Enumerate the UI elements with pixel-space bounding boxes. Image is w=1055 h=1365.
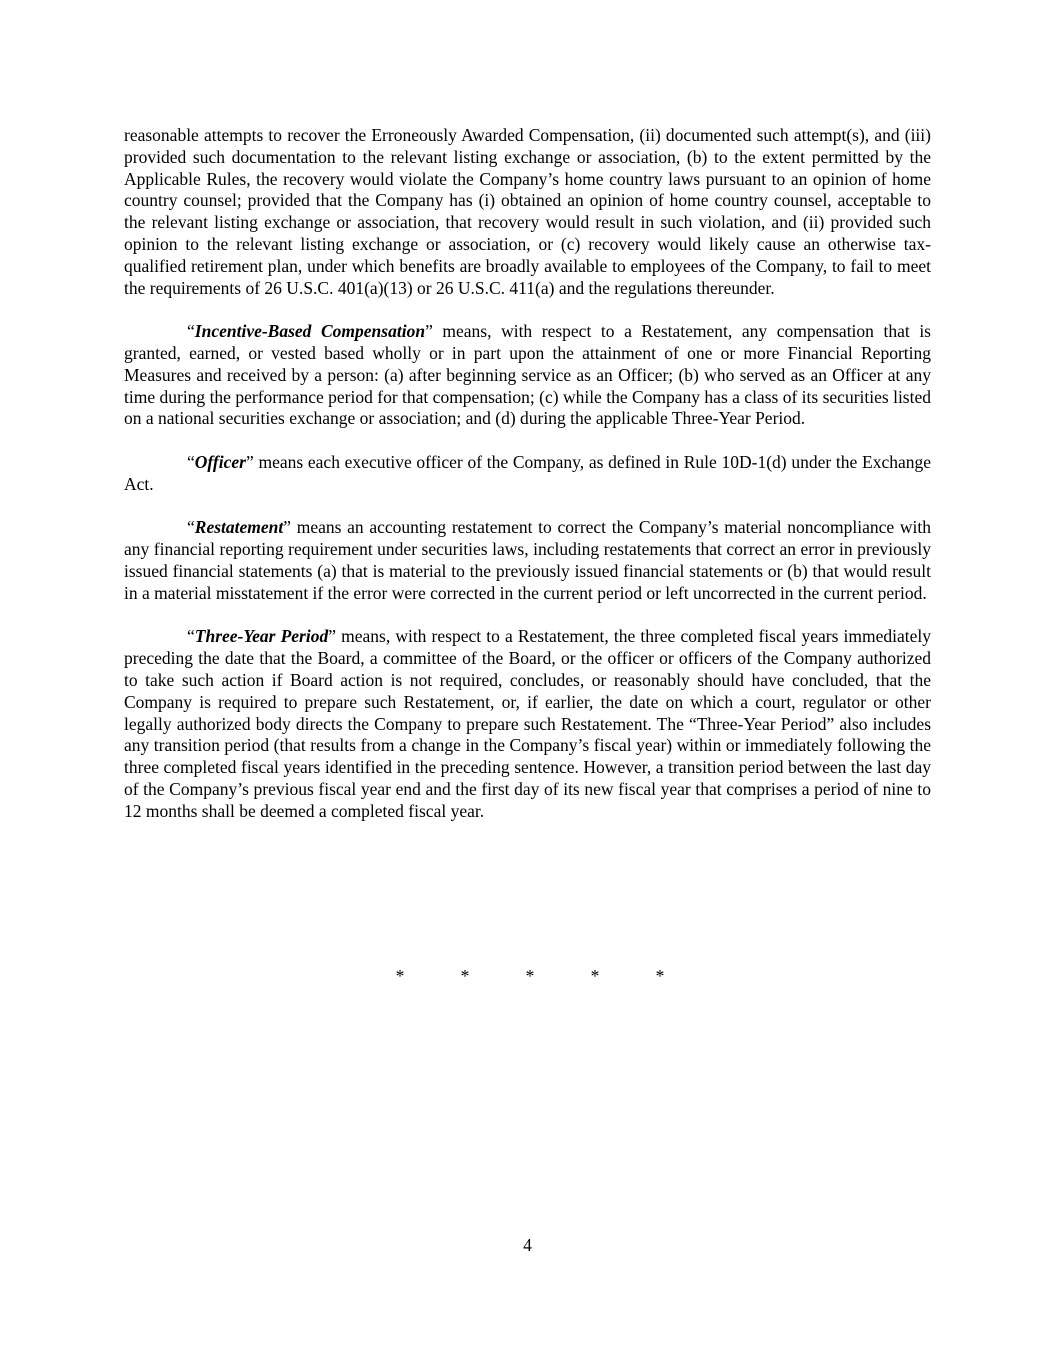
definition-restatement — [124, 517, 931, 604]
separator-star: * — [460, 966, 470, 986]
open-quote: “ — [187, 517, 195, 538]
defined-term: Three-Year Period — [194, 626, 329, 647]
definition-text: ” means, with respect to a Restatement, any compensation that is granted, earned, or vested based wholly or in part upon the attainment of one or more Financial Reporting Measures and received by a person: (a) after beginning service as an Officer; (b) who served as an Officer at any time during the performance period for that compensation; (c) while the Company has a class of its securities listed on a national securities exchange or association; and (d) during the applicable Three-Year Period. — [124, 321, 931, 429]
section-separator — [385, 966, 675, 987]
defined-term: Restatement — [194, 517, 284, 538]
paragraph-continuation: reasonable attempts to recover the Erroneously Awarded Compensation, (ii) documented such attempt(s), and (iii) provided such documentation to the relevant listing exchange or association, (b) to the extent permitted by the Applicable Rules, the recovery would violate the Company’s home country laws pursuant to an opinion of home country counsel; provided that the Company has (i) obtained an opinion of home country counsel, acceptable to the relevant listing exchange or association, that recovery would result in such violation, and (ii) provided such opinion to the relevant listing exchange or association, or (c) recovery would likely cause an otherwise tax-qualified retirement plan, under which benefits are broadly available to employees of the Company, to fail to meet the requirements of 26 U.S.C. 401(a)(13) or 26 U.S.C. 411(a) and the regulations thereunder. — [124, 125, 931, 298]
separator-star: * — [395, 966, 405, 986]
separator-star: * — [525, 966, 535, 986]
definition-three-year-period — [124, 626, 931, 822]
definition-text: ” means, with respect to a Restatement, the three completed fiscal years immediately preceding the date that the Board, a committee of the Board, or the officer or officers of the Company authorized to take such action if Board action is not required, concludes, or reasonably should have concluded, that the Company is required to prepare such Restatement, or, if earlier, the date on which a court, regulator or other legally authorized body directs the Company to prepare such Restatement. The “Three-Year Period” also includes any transition period (that results from a change in the Company’s fiscal year) within or immediately following the three completed fiscal years identified in the preceding sentence. However, a transition period between the last day of the Company’s previous fiscal year end and the first day of its new fiscal year that comprises a period of nine to 12 months shall be deemed a completed fiscal year. — [124, 626, 931, 821]
definition-text: ” means an accounting restatement to correct the Company’s material noncompliance with any financial reporting requirement under securities laws, including restatements that correct an error in previously issued financial statements (a) that is material to the previously issued financial statements or (b) that would result in a material misstatement if the error were corrected in the current period or left uncorrected in the current period. — [124, 517, 931, 603]
page-number: 4 — [523, 1235, 532, 1255]
defined-term: Incentive-Based Compensation — [194, 321, 426, 342]
separator-star: * — [590, 966, 600, 986]
definition-text: ” means each executive officer of the Company, as defined in Rule 10D-1(d) under the Exchange Act. — [124, 451, 931, 494]
definition-incentive-based-compensation — [124, 321, 931, 430]
open-quote: “ — [187, 626, 195, 647]
definition-officer — [124, 452, 931, 496]
defined-term: Officer — [194, 451, 246, 472]
open-quote: “ — [187, 321, 195, 342]
separator-star: * — [655, 966, 665, 986]
open-quote: “ — [187, 451, 195, 472]
document-body — [124, 125, 931, 844]
